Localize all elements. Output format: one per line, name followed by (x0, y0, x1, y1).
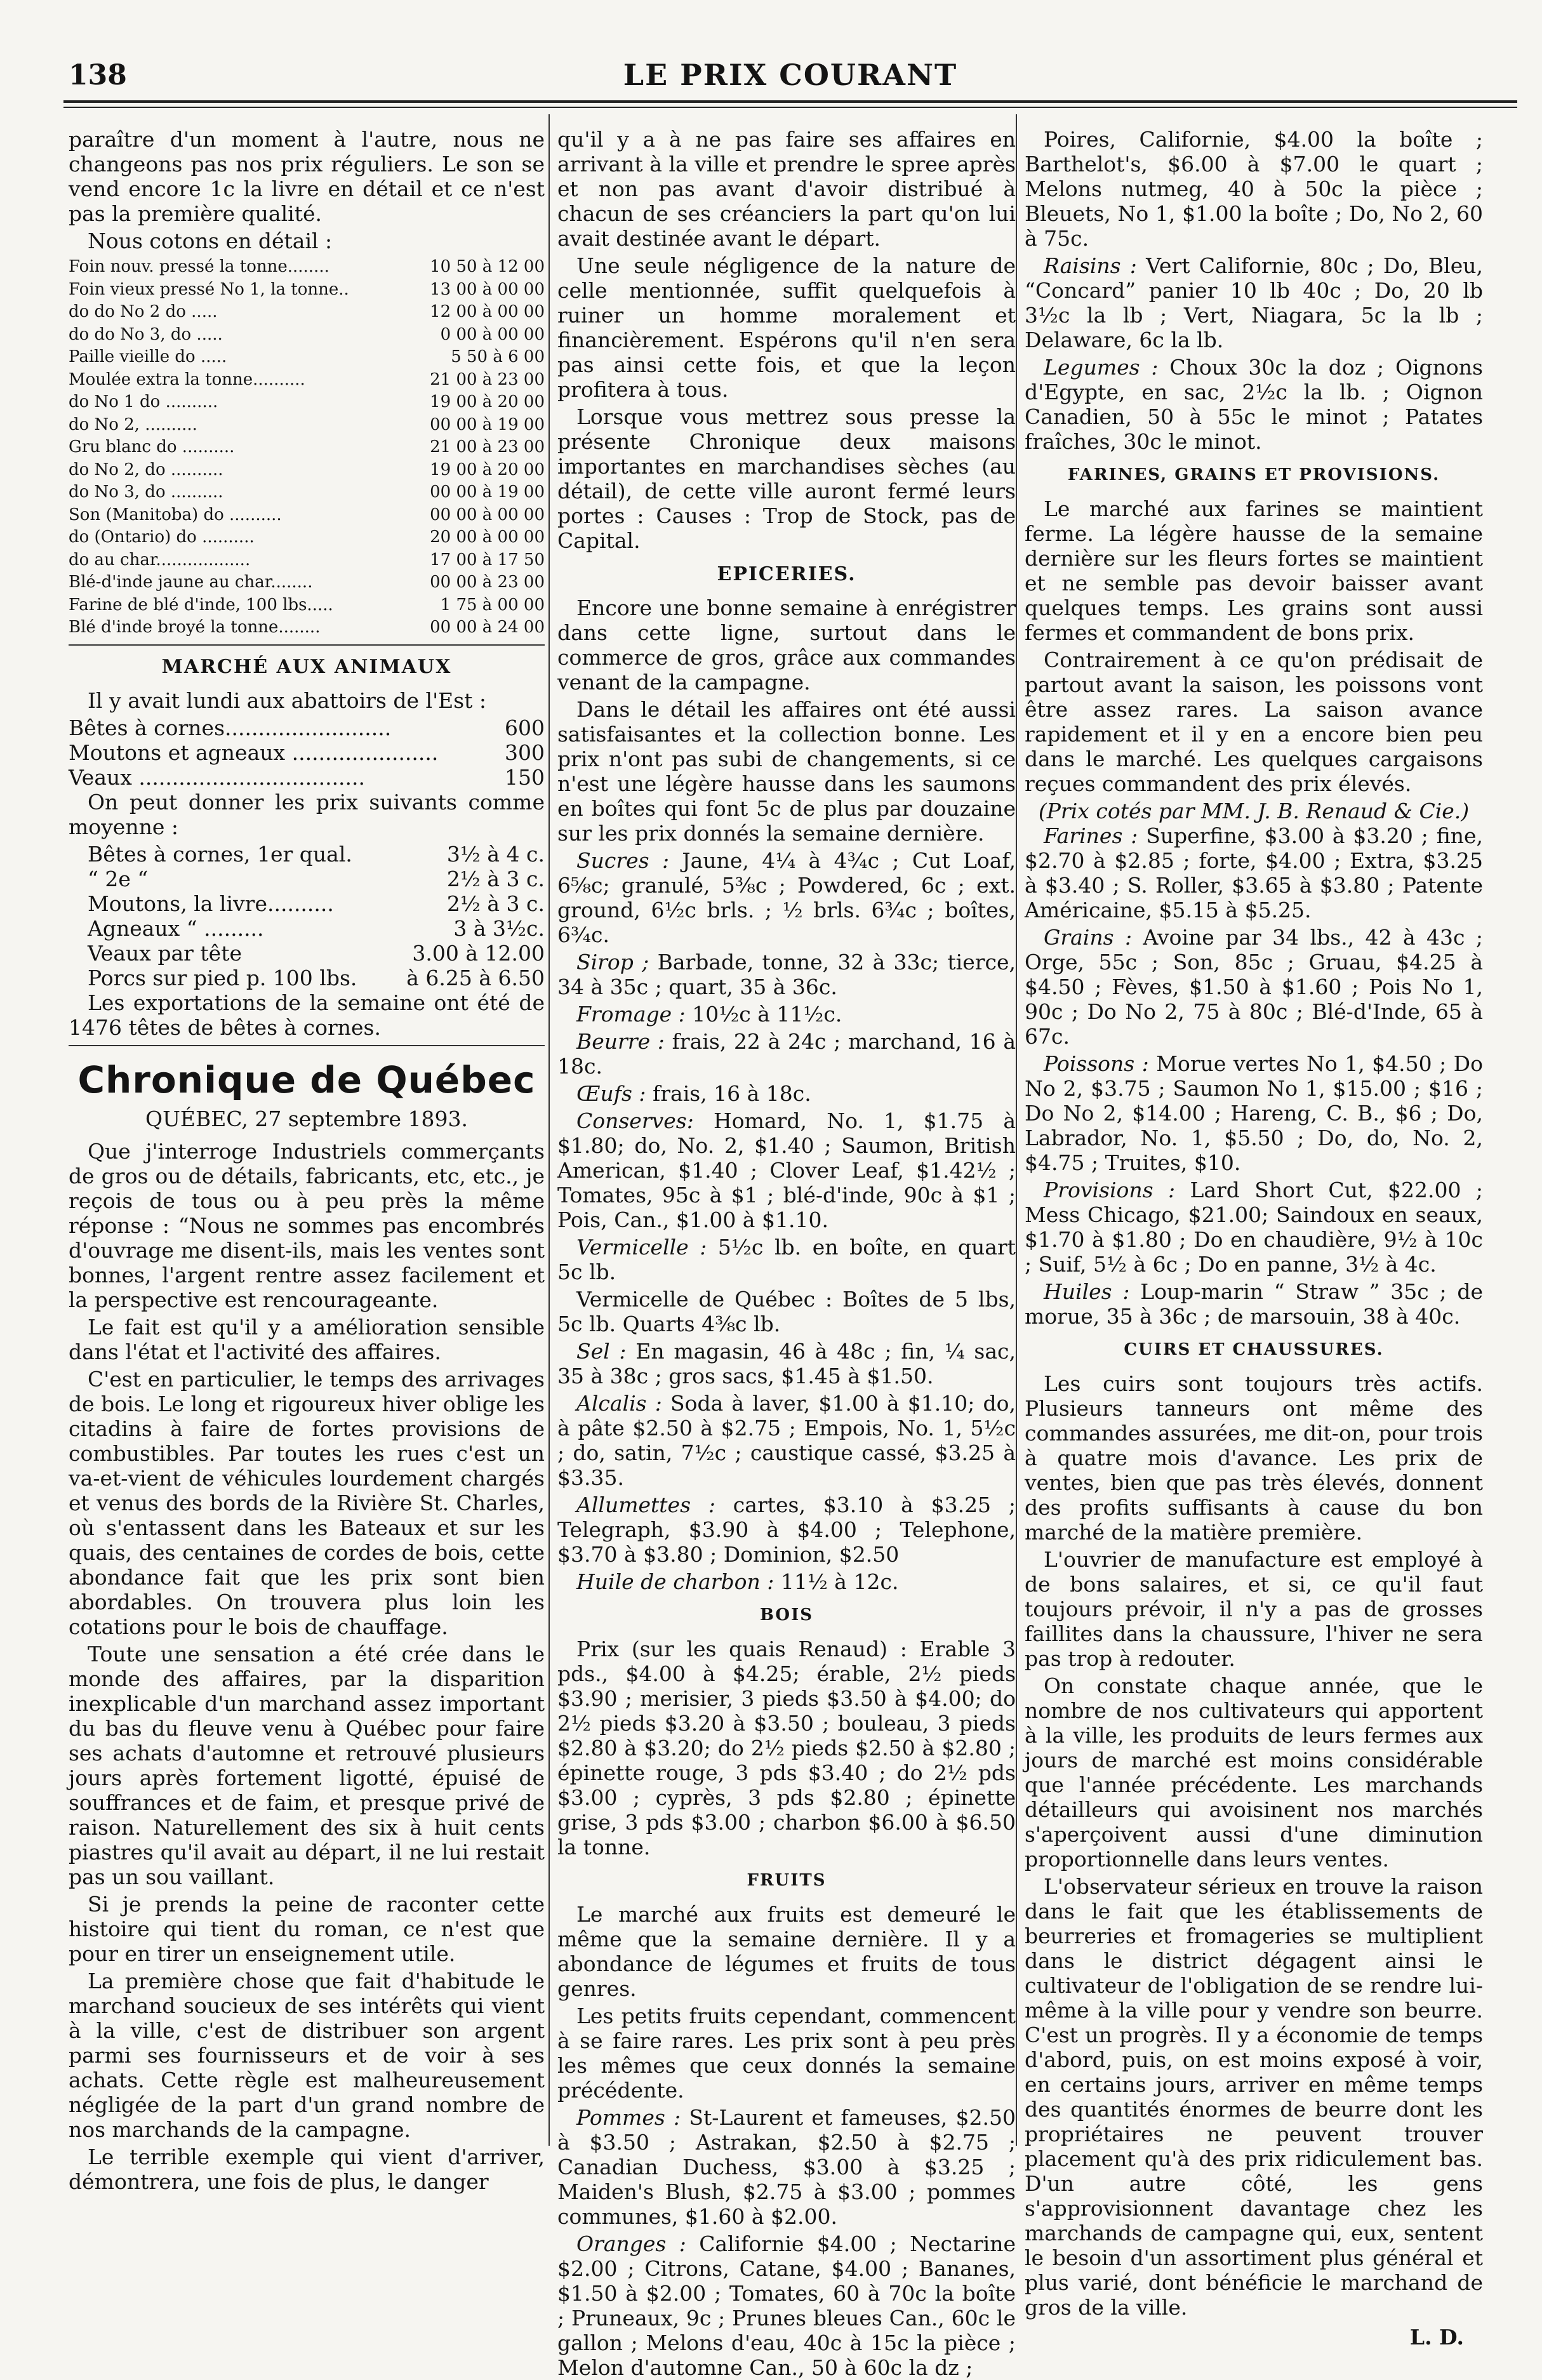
fruits-body (557, 1902, 1016, 2103)
animal-prices (69, 842, 545, 990)
price-item (1025, 925, 1483, 1049)
row-value: 00 00 à 23 00 (430, 573, 545, 592)
row-value: 2½ à 3 c. (446, 866, 545, 891)
item-label: Farines : (1044, 823, 1147, 848)
chronique-title: Chronique de Québec (77, 1058, 536, 1101)
article-paragraph: Si je prends la peine de raconter cette histoire qui tient du roman, ce n'est que pour en tirer un enseignement utile. (69, 1891, 545, 1966)
item-label: Oranges : (576, 2231, 700, 2256)
row-label: Moutons et agneaux ...................... (69, 740, 439, 765)
article-paragraph: Le fait est qu'il y a amélioration sensible dans l'état et l'activité des affaires. (69, 1314, 545, 1364)
item-text: St-Laurent et fameuses, $2.50 à $3.50 ; Astrakan, $2.50 à $2.75 ; Canadian Duchess, $3.00 à $3.25 ; Maiden's Blush, $2.75 à $3.00 ; pommes communes, $1.60 à $2.00. (557, 2105, 1016, 2229)
price-row (69, 459, 545, 482)
item-label: Sel : (576, 1339, 636, 1364)
section-heading-animaux: MARCHÉ AUX ANIMAUX (161, 655, 452, 678)
item-text: Californie $4.00 ; Nectarine $2.00 ; Citrons, Catane, $4.00 ; Bananes, $1.50 à $2.00 ; Tomates, 60 à 70c la boîte ; Pruneaux, 9c ; Prunes bleues Can., 60c le gallon ; Melons d'eau, 40c à 15c la pièce ; Melon d'automne Can., 50 à 60c la dz ; (557, 2231, 1016, 2380)
price-item (557, 1108, 1016, 1232)
article-paragraph: Le marché aux fruits est demeuré le même que la semaine dernière. Il y a abondance de légumes et fruits de tous genres. (557, 1902, 1016, 2001)
row-label: Foin vieux pressé No 1, la tonne.. (69, 279, 349, 299)
row-label: Bêtes à cornes, 1er qual. (88, 841, 352, 867)
article-paragraph: paraître d'un moment à l'autre, nous ne changeons pas nos prix réguliers. Le son se vend encore 1c la livre en détail et ce n'est pas la première qualité. (69, 127, 545, 226)
item-label: Sirop ; (576, 950, 658, 974)
row-value: 21 00 à 23 00 (430, 437, 545, 456)
price-row (69, 346, 545, 369)
row-label: Veaux par tête (88, 940, 243, 966)
article-paragraph: On constate chaque année, que le nombre de nos cultivateurs qui apportent à la ville, les produits de leurs fermes aux jours de marché est moins considérable que l'année précédente. Les marchands détailleurs qui avoisinent nos marchés s'aperçoivent aussi d'une diminution proportionnelle dans leurs ventes. (1025, 1673, 1483, 1871)
row-label: Son (Manitoba) do .......... (69, 505, 282, 524)
price-row (88, 891, 545, 916)
article-paragraph: On peut donner les prix suivants comme moyenne : (69, 789, 545, 839)
chronique-continued (557, 127, 1016, 553)
bois-prices: Prix (sur les quais Renaud) : Erable 3 pds., $4.00 à $4.25; érable, 2½ pieds $3.90 ; merisier, 3 pieds $3.50 à $4.00; do 2½ pieds $3.20 à $3.50 ; bouleau, 3 pieds $2.80 à $3.20; do 2½ pieds $2.50 à $2.80 ; épinette rouge, 3 pds $3.40 ; do 2½ pds $3.00 ; cyprès, 3 pds $2.80 ; épinette grise, 3 pds $3.00 ; charbon $6.00 à $6.50 la tonne. (557, 1637, 1016, 1859)
row-value: 00 00 à 24 00 (430, 618, 545, 637)
row-label: do No 1 do .......... (69, 392, 218, 411)
row-label: do (Ontario) do .......... (69, 528, 255, 547)
row-label: Veaux .................................. (69, 764, 366, 790)
item-text: Vermicelle de Québec : Boîtes de 5 lbs, 5c lb. Quarts 4⅜c lb. (557, 1287, 1016, 1336)
row-label: Blé-d'inde jaune au char........ (69, 573, 313, 592)
row-value: à 6.25 à 6.50 (406, 965, 545, 990)
section-heading-bois: BOIS (759, 1606, 814, 1625)
row-label: Farine de blé d'inde, 100 lbs..... (69, 595, 333, 615)
item-label: Sucres : (576, 848, 682, 873)
row-label: Blé d'inde broyé la tonne........ (69, 618, 321, 637)
row-value: 0 00 à 00 00 (440, 324, 545, 344)
item-label: Huile de charbon : (576, 1569, 781, 1594)
price-item (1025, 1051, 1483, 1175)
row-label: Paille vieille do ..... (69, 347, 227, 366)
animal-counts (69, 715, 545, 790)
item-label: Grains : (1044, 925, 1143, 950)
section-rule (69, 1045, 545, 1046)
row-label: Porcs sur pied p. 100 lbs. (88, 965, 357, 990)
item-text: frais, 16 à 18c. (653, 1081, 811, 1106)
item-label: Huiles : (1044, 1279, 1141, 1304)
item-text: Morue vertes No 1, $4.50 ; Do No 2, $3.75 ; Saumon No 1, $15.00 ; $16 ; Do No 2, $14.00 ; Hareng, C. B., $6 ; Do, Labrador, No. 1, $5.50 ; Do, do, No. 2, $4.75 ; Truites, $10. (1025, 1051, 1483, 1175)
row-label: do No 3, do .......... (69, 482, 223, 502)
row-value: 00 00 à 19 00 (430, 415, 545, 434)
price-item (557, 1492, 1016, 1567)
article-paragraph: Le terrible exemple qui vient d'arriver, démontrera, une fois de plus, le danger (69, 2144, 545, 2194)
column-1 (69, 127, 545, 2194)
page-number: 138 (69, 59, 127, 91)
price-item (1025, 127, 1483, 251)
section-heading-epiceries: EPICERIES. (717, 563, 856, 585)
price-row (69, 616, 545, 639)
row-value: 600 (505, 715, 545, 740)
item-label: Pommes : (576, 2105, 689, 2130)
price-row (88, 867, 545, 891)
masthead-title: LE PRIX COURANT (623, 58, 958, 92)
article-paragraph: L'observateur sérieux en trouve la raison dans le fait que les établissements de beurreries et fromageries se multiplient dans le district dégagent ainsi le cultivateur de l'obligation de se rendre lui-même à la ville pour y vendre son beurre. C'est un progrès. Il y a économie de temps d'abord, puis, on est moins exposé à voir, en certains jours, arriver en même temps des quantités énormes de beurre dont les propriétaires ne peuvent trouver placement qu'à des prix ridiculement bas. D'un autre côté, les gens s'approvisionnent davantage chez les marchands de campagne qui, eux, sentent le besoin d'un assortiment plus général et plus varié, dont bénéficie le marchand de gros de la ville. (1025, 1874, 1483, 2320)
article-paragraph: Que j'interroge Industriels commerçants de gros ou de détails, fabricants, etc, etc., je reçois de tous ou à peu près la même réponse : “Nous ne sommes pas encombrés d'ouvrage me disent-ils, mais les ventes sont bonnes, l'argent rentre assez facilement et la perspective est rencourageante. (69, 1138, 545, 1312)
epiceries-body (557, 595, 1016, 846)
section-heading-farines: FARINES, GRAINS ET PROVISIONS. (1067, 465, 1440, 484)
item-text: frais, 22 à 24c ; marchand, 16 à 18c. (557, 1029, 1016, 1079)
item-label: Legumes : (1044, 355, 1170, 380)
item-label: Raisins : (1044, 253, 1147, 278)
cuirs-body (1025, 1371, 1483, 2320)
price-item (1025, 823, 1483, 922)
article-paragraph: Une seule négligence de la nature de celle mentionnée, suffit quelquefois à ruiner un homme moralement et financièrement. Espérons qu'il n'en sera pas ainsi cette fois, et que la leçon profitera à tous. (557, 253, 1016, 402)
header-rule-thin (63, 107, 1517, 108)
epiceries-prices (557, 848, 1016, 1594)
page-header (63, 54, 1517, 98)
price-row (69, 571, 545, 594)
price-item (557, 848, 1016, 947)
row-label: do do No 2 do ..... (69, 302, 218, 321)
row-value: 00 00 à 00 00 (430, 505, 545, 524)
item-text: 11½ à 12c. (780, 1569, 899, 1594)
count-row (69, 740, 545, 765)
item-text: cartes, $3.10 à $3.25 ; Telegraph, $3.90 à $4.00 ; Telephone, $3.70 à $3.80 ; Dominion, $2.50 (557, 1492, 1016, 1567)
price-item (557, 1391, 1016, 1490)
row-value: 12 00 à 00 00 (430, 302, 545, 321)
section-heading-cuirs: CUIRS ET CHAUSSURES. (1124, 1340, 1384, 1359)
article-paragraph: Nous cotons en détail : (88, 229, 333, 253)
row-label: Agneaux “ ......... (88, 915, 264, 941)
item-text: En magasin, 46 à 48c ; fin, ¼ sac, 35 à 38c ; gros sacs, $1.45 à $1.50. (557, 1339, 1016, 1388)
item-text: Barbade, tonne, 32 à 33c; tierce, 34 à 35c ; quart, 35 à 36c. (557, 950, 1016, 999)
article-paragraph: Contrairement à ce qu'on prédisait de partout avant la saison, les poissons vont être assez rares. La saison avance rapidement et il y en a encore bien peu dans le marché. Les quelques cargaisons reçues commandent des prix élevés. (1025, 648, 1483, 796)
row-value: 19 00 à 20 00 (430, 460, 545, 479)
article-paragraph: Les cuirs sont toujours très actifs. Plusieurs tanneurs ont même des commandes assurées, me dit-on, pour trois à quatre mois d'avance. Les prix de ventes, bien que pas très élevés, donnent des profits suffisants à cause du bon marché de la matière première. (1025, 1371, 1483, 1545)
row-value: 21 00 à 23 00 (430, 369, 545, 389)
item-label: Conserves: (576, 1108, 714, 1133)
row-value: 3.00 à 12.00 (412, 940, 545, 966)
price-item (557, 1287, 1016, 1336)
article-paragraph: qu'il y a à ne pas faire ses affaires en arrivant à la ville et prendre le spree après et non pas avant d'avoir distribué à chacun de ses créanciers la part qu'on lui avait destinée avant le départ. (557, 127, 1016, 251)
article-paragraph: Toute une sensation a été crée dans le monde des affaires, par la disparition inexplicable d'un marchand assez important du bas du fleuve venu à Québec pour faire ses achats d'automne et retrouvé plusieurs jours après fortement ligotté, épuisé de souffrances et de faim, et presque privé de raison. Naturellement des six à huit cents piastres qu'il avait au départ, il ne lui restait pas un sou vaillant. (69, 1641, 545, 1889)
price-row (69, 279, 545, 302)
row-value: 17 00 à 17 50 (430, 550, 545, 569)
item-text: Loup-marin “ Straw ” 35c ; de morue, 35 à 36c ; de marsouin, 38 à 40c. (1025, 1279, 1483, 1329)
price-item (557, 1081, 1016, 1106)
row-value: 13 00 à 00 00 (430, 279, 545, 299)
article-paragraph: L'ouvrier de manufacture est employé à de bons salaires, et si, ce qu'il faut toujours prévoir, il n'y a pas de grosses faillites dans la chaussure, l'hiver ne sera pas trop à redouter. (1025, 1547, 1483, 1671)
row-value: 2½ à 3 c. (446, 891, 545, 916)
fruits-prices (557, 2105, 1016, 2380)
chronique-body (69, 1139, 545, 2194)
price-row (69, 324, 545, 347)
price-item (557, 1569, 1016, 1594)
price-row (69, 526, 545, 549)
price-row (88, 916, 545, 941)
row-value: 5 50 à 6 00 (451, 347, 545, 366)
item-text: Superfine, $3.00 à $3.20 ; fine, $2.70 à $2.85 ; forte, $4.00 ; Extra, $3.25 à $3.40 ; S. Roller, $3.65 à $3.80 ; Patente Américaine, $5.15 à $5.25. (1025, 823, 1483, 922)
item-text: Avoine par 34 lbs., 42 à 43c ; Orge, 55c ; Son, 85c ; Gruau, $4.25 à $4.50 ; Fèves, $1.50 à $1.60 ; Pois No 1, 90c ; Do No 2, 75 à 80c ; Blé-d'Inde, 65 à 67c. (1025, 925, 1483, 1049)
price-item (557, 2231, 1016, 2380)
column-3 (1016, 127, 1484, 2350)
row-value: 300 (505, 740, 545, 765)
item-label: Allumettes : (576, 1492, 733, 1517)
item-text: Vert Californie, 80c ; Do, Bleu, “Concard” panier 10 lb 40c ; Do, 20 lb 3½c la lb ; Vert, Niagara, 5c la lb ; Delaware, 6c la lb. (1025, 253, 1484, 352)
signature: L. D. (1409, 2325, 1464, 2350)
price-row (69, 481, 545, 504)
price-row (69, 436, 545, 459)
price-item (557, 1002, 1016, 1027)
price-row (69, 504, 545, 527)
row-value: 150 (505, 764, 545, 790)
article-paragraph: Encore une bonne semaine à enrégistrer dans cette ligne, surtout dans le commerce de gros, grâce aux commandes venant de la campagne. (557, 595, 1016, 695)
article-paragraph: Il y avait lundi aux abattoirs de l'Est : (88, 688, 487, 713)
item-text: Homard, No. 1, $1.75 à $1.80; do, No. 2, $1.40 ; Saumon, British American, $1.40 ; Clover Leaf, $1.42½ ; Tomates, 95c à $1 ; blé-d'inde, 90c à $1 ; Pois, Can., $1.00 à $1.10. (557, 1108, 1016, 1232)
row-label: do au char.................. (69, 550, 251, 569)
row-label: do do No 3, do ..... (69, 324, 223, 344)
item-text: Poires, Californie, $4.00 la boîte ; Barthelot's, $6.00 à $7.00 le quart ; Melons nutmeg, 40 à 50c la pièce ; Bleuets, No 1, $1.00 la boîte ; Do, No 2, 60 à 75c. (1025, 127, 1483, 251)
row-label: Foin nouv. pressé la tonne........ (69, 257, 329, 276)
price-item (557, 2105, 1016, 2229)
row-label: do No 2, do .......... (69, 460, 223, 479)
row-value: 00 00 à 19 00 (430, 482, 545, 502)
row-value: 3½ à 4 c. (446, 841, 545, 867)
price-row (88, 941, 545, 966)
price-table (69, 256, 545, 639)
item-text: Soda à laver, $1.00 à $1.10; do, à pâte $2.50 à $2.75 ; Empois, No. 1, 5½c ; do, satin, 7½c ; caustique cassé, $3.25 à $3.35. (557, 1391, 1016, 1490)
section-rule (69, 644, 545, 646)
article-paragraph: Dans le détail les affaires ont été aussi satisfaisantes et la collection bonne. Les prix n'ont pas subi de changements, si ce n'est une légère hausse dans les saumons en boîtes qui font 5c de plus par douzaine sur les prix donnés la semaine dernière. (557, 697, 1016, 846)
article-paragraph: La première chose que fait d'habitude le marchand soucieux de ses intérêts qui vient à la ville, c'est de distribuer son argent parmi ses fournisseurs et de voir à ses achats. Cette règle est malheureusement négligée de la part d'un grand nombre de nos marchands de la campagne. (69, 1968, 545, 2142)
price-row (69, 369, 545, 392)
row-value: 20 00 à 00 00 (430, 528, 545, 547)
article-paragraph: Les exportations de la semaine ont été de 1476 têtes de bêtes à cornes. (69, 990, 545, 1040)
price-row (69, 594, 545, 617)
price-row (69, 549, 545, 572)
item-label: Fromage : (576, 1002, 693, 1027)
row-value: 3 à 3½c. (453, 915, 545, 941)
item-label: Poissons : (1044, 1051, 1157, 1076)
row-label: do No 2, .......... (69, 415, 197, 434)
price-item (1025, 1279, 1483, 1329)
item-text: Choux 30c la doz ; Oignons d'Egypte, en sac, 2½c la lb. ; Oignon Canadien, 50 à 55c le minot ; Patates fraîches, 30c le minot. (1025, 355, 1483, 454)
dateline: QUÉBEC, 27 septembre 1893. (145, 1106, 468, 1131)
article-paragraph: C'est en particulier, le temps des arrivages de bois. Le long et rigoureux hiver oblige les citadins à faire de fortes provisions de combustibles. Par toutes les rues c'est un va-et-vient de véhicules lourdement chargés et venus des bords de la Rivière St. Charles, où s'entassent dans les Bateaux et sur les quais, des centaines de cordes de bois, cette abondance fait que les prix sont bien abordables. On trouvera plus loin les cotations pour le bois de chauffage. (69, 1366, 545, 1639)
item-label: Beurre : (576, 1029, 672, 1054)
farines-prices (1025, 823, 1483, 1329)
row-value: 1 75 à 00 00 (440, 595, 545, 615)
row-label: Moulée extra la tonne.......... (69, 369, 305, 389)
price-item (1025, 355, 1483, 454)
price-row (69, 414, 545, 437)
price-row (69, 391, 545, 414)
column-2 (548, 127, 1016, 2380)
price-row (88, 842, 545, 867)
item-text: Jaune, 4¼ à 4¾c ; Cut Loaf, 6⅝c; granulé, 5⅜c ; Powdered, 6c ; ext. ground, 6½c brls. ; ½ brls. 6¾c ; boîtes, 6¾c. (557, 848, 1016, 947)
price-item (557, 950, 1016, 999)
item-text: 10½c à 11½c. (692, 1002, 842, 1027)
item-label: Œufs : (576, 1081, 653, 1106)
row-value: 19 00 à 20 00 (430, 392, 545, 411)
farines-body (1025, 496, 1483, 796)
item-text: Lard Short Cut, $22.00 ; Mess Chicago, $21.00; Saindoux en seaux, $1.70 à $1.80 ; Do en chaudière, 9½ à 10c ; Suif, 5½ à 6c ; Do en panne, 3½ à 4c. (1025, 1178, 1483, 1277)
produce-prices (1025, 127, 1483, 454)
row-label: Moutons, la livre.......... (88, 891, 334, 916)
count-row (69, 765, 545, 790)
row-label: “ 2e “ (88, 866, 149, 891)
article-paragraph: Les petits fruits cependant, commencent à se faire rares. Les prix sont à peu près les mêmes que ceux donnés la semaine précédente. (557, 2004, 1016, 2103)
section-heading-fruits: FRUITS (747, 1871, 827, 1890)
row-label: Bêtes à cornes......................... (69, 715, 392, 740)
item-label: Alcalis : (576, 1391, 670, 1416)
row-label: Gru blanc do .......... (69, 437, 235, 456)
price-item (557, 1235, 1016, 1284)
price-row (69, 256, 545, 279)
article-paragraph: Lorsque vous mettrez sous presse la présente Chronique deux maisons importantes en marchandises sèches (au détail), de cette ville auront fermé leurs portes : Causes : Trop de Stock, pas de Capital. (557, 404, 1016, 553)
item-label: Vermicelle : (576, 1235, 718, 1260)
price-item (557, 1029, 1016, 1079)
header-rule (63, 100, 1517, 103)
article-paragraph: Le marché aux farines se maintient ferme. La légère hausse de la semaine dernière sur les fleurs fortes se maintient et ne semble pas devoir baisser avant quelques temps. Les grains sont aussi fermes et commandent de bons prix. (1025, 496, 1483, 645)
price-row (69, 301, 545, 324)
price-item (557, 1339, 1016, 1388)
price-item (1025, 253, 1483, 352)
item-label: Provisions : (1044, 1178, 1190, 1202)
price-row (88, 966, 545, 990)
price-credit: (Prix cotés par MM. J. B. Renaud & Cie.) (1038, 799, 1470, 823)
row-value: 10 50 à 12 00 (430, 257, 545, 276)
count-row (69, 715, 545, 740)
item-text: 5½c lb. en boîte, en quart 5c lb. (557, 1235, 1016, 1284)
price-item (1025, 1178, 1483, 1277)
